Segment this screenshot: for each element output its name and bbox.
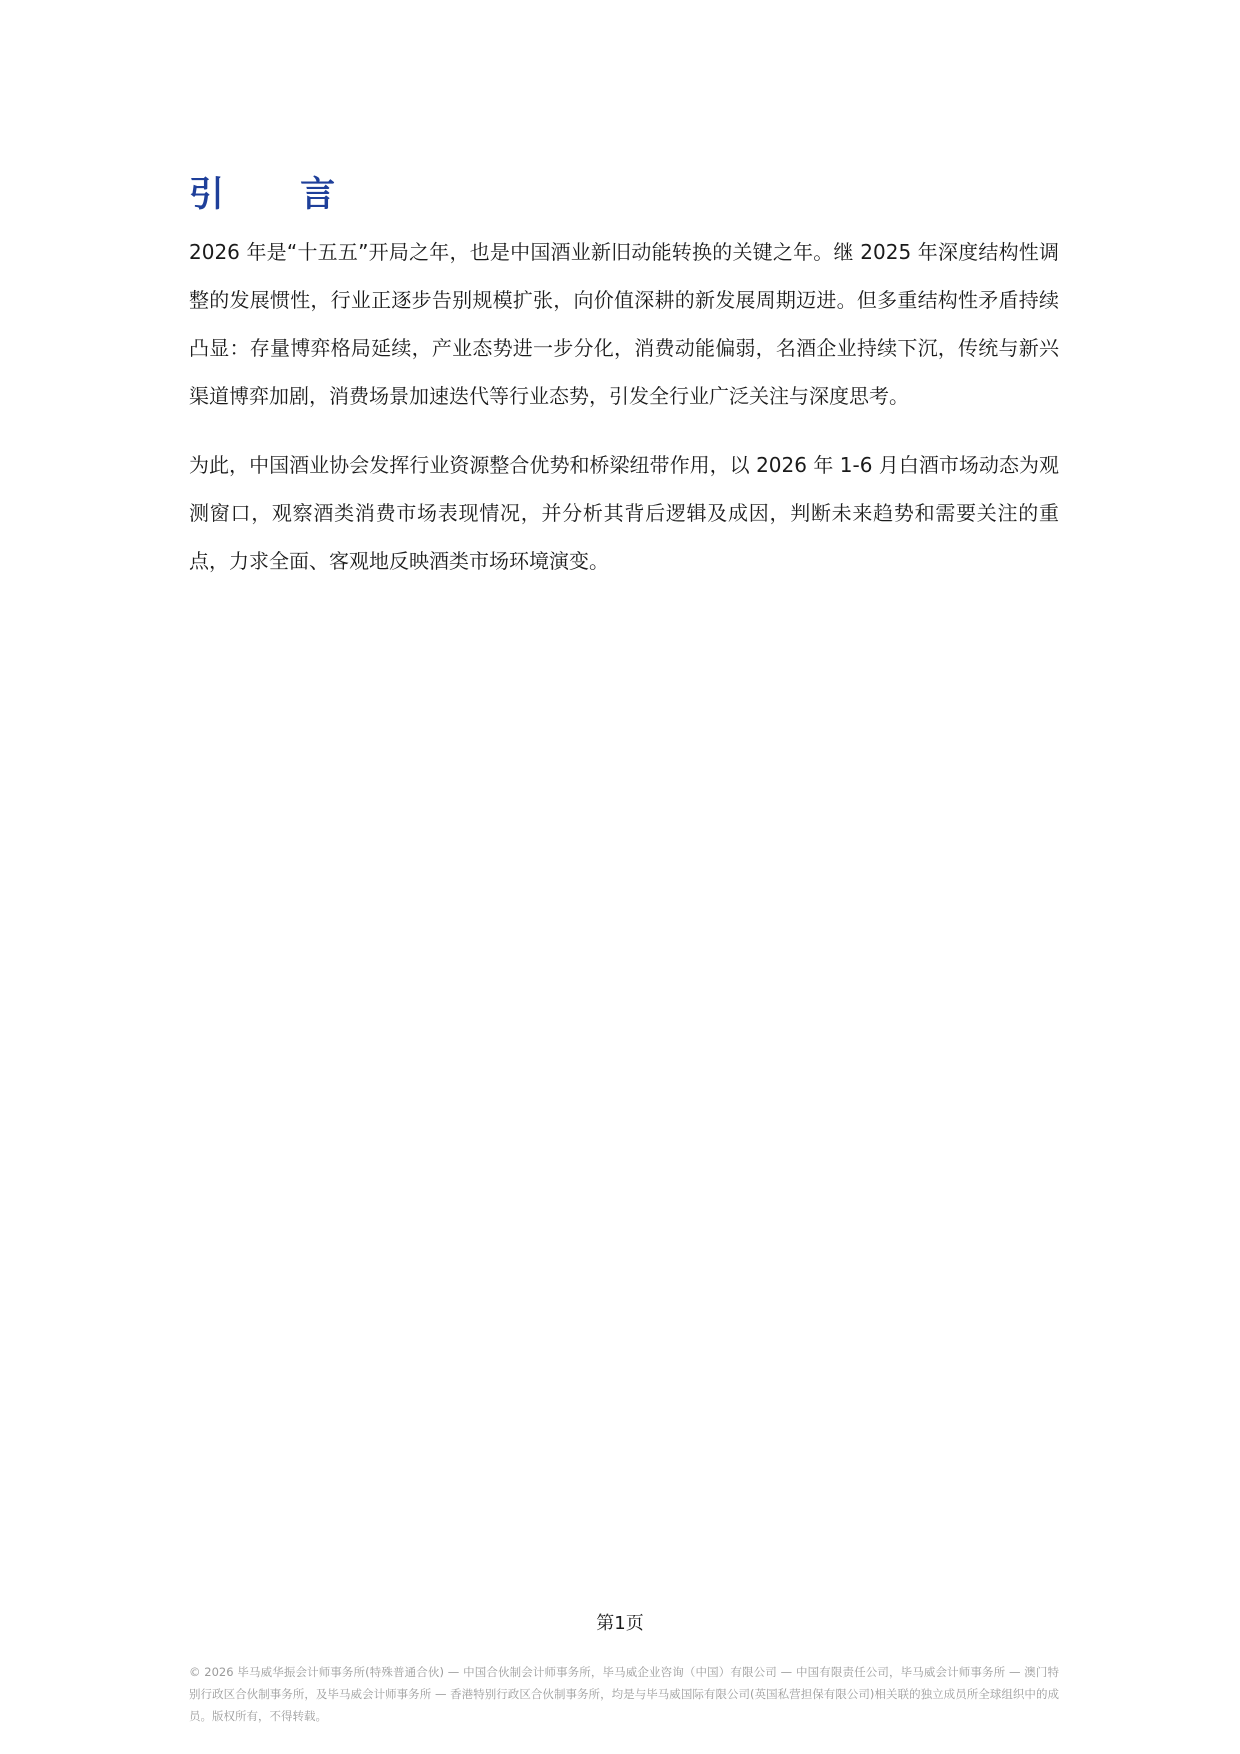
- paragraph-2: 为此，中国酒业协会发挥行业资源整合优势和桥梁纽带作用，以 2026 年 1-6 月白酒市场动态为观测窗口，观察酒类消费市场表现情况，并分析其背后逻辑及成因，判断未来趋势和需要关注的重点，力求全面、客观地反映酒类市场环境演变。: [189, 453, 1059, 573]
- section-heading: 引 言: [189, 175, 368, 215]
- page-number: 第1页: [596, 1613, 644, 1634]
- copyright-notice: © 2026 毕马威华振会计师事务所(特殊普通合伙) — 中国合伙制会计师事务所，毕马威企业咨询（中国）有限公司 — 中国有限责任公司，毕马威会计师事务所 — 澳门特别行政区合伙制事务所，及毕马威会计师事务所 — 香港特别行政区合伙制事务所，均是与毕马威国际有限公司(英国私营担保有限公司)相关联的独立成员所全球组织中的成员。版权所有，不得转载。: [189, 1665, 1059, 1723]
- paragraph-1: 2026 年是“十五五”开局之年，也是中国酒业新旧动能转换的关键之年。继 2025 年深度结构性调整的发展惯性，行业正逐步告别规模扩张，向价值深耕的新发展周期迈进。但多重结构性矛盾持续凸显：存量博弈格局延续，产业态势进一步分化，消费动能偏弱，名酒企业持续下沉，传统与新兴渠道博弈加剧，消费场景加速迭代等行业态势，引发全行业广泛关注与深度思考。: [189, 240, 1059, 408]
- body-text: [189, 228, 1059, 606]
